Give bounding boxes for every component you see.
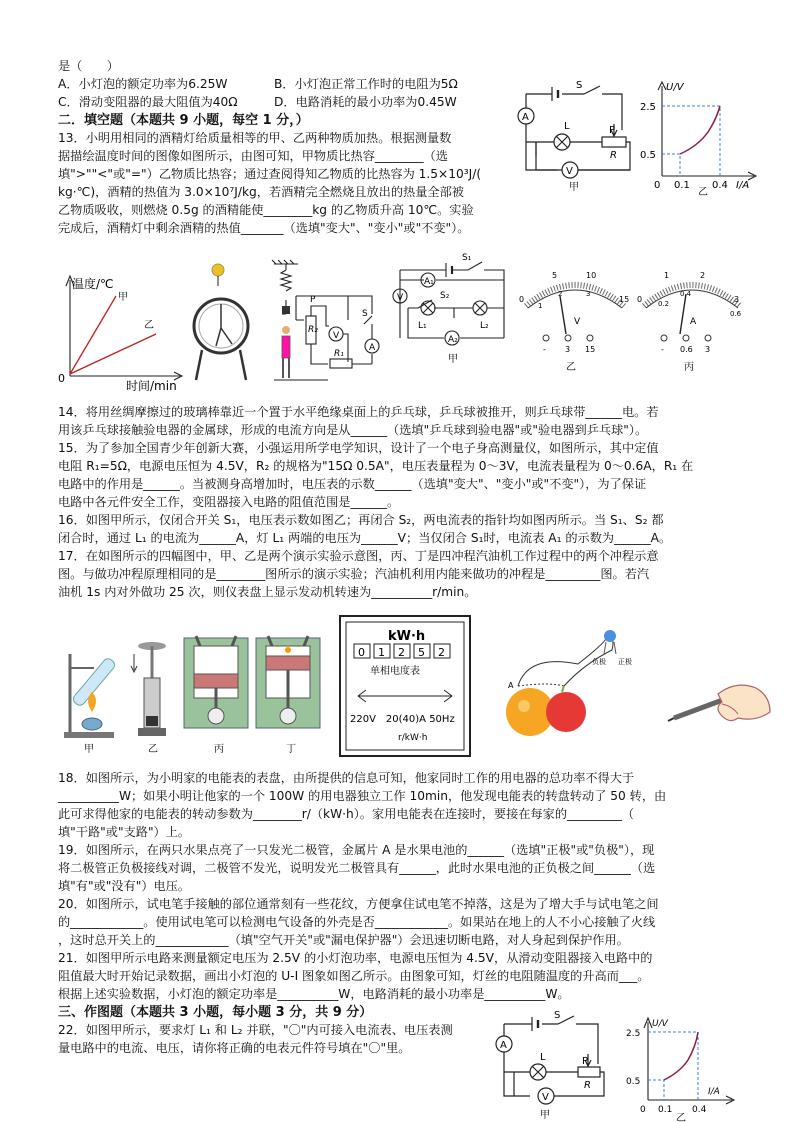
- svg-text:V: V: [542, 1092, 549, 1103]
- q18-line-3: 此可求得他家的电能表的转动参数为________r/（kW·h）。家用电能表在连接时，要接在每家的_________（: [58, 807, 635, 821]
- svg-text:P: P: [609, 125, 616, 136]
- svg-text:0.4: 0.4: [680, 290, 692, 298]
- q19-line-2: 将二极管正负极接线对调，二极管不发光，说明发光二极管具有______，此时水果电池的正负极之间______（选: [58, 861, 656, 875]
- fig-label-ding: 丁: [286, 744, 296, 754]
- graph2-i-0-1: 0.1: [658, 1105, 673, 1115]
- graph-u-2-5: 2.5: [640, 102, 656, 113]
- led-positive-label: 正极: [618, 658, 632, 666]
- meter-digit-3: 2: [398, 646, 405, 659]
- svg-text:-: -: [661, 345, 664, 354]
- svg-text:R₂: R₂: [308, 325, 318, 335]
- q16-ammeter-dial: [634, 264, 750, 372]
- time-axis-label: 时间/min: [126, 379, 177, 392]
- q19-line-3: 填"有"或"没有"）电压。: [58, 879, 191, 893]
- graph2-i-0-4: 0.4: [692, 1105, 707, 1115]
- q14-line-1: 14．将用丝绸摩擦过的玻璃棒靠近一个置于水平绝缘桌面上的乒乓球，乒乓球被推开，则乒乓球带______电。若: [58, 405, 659, 419]
- q12-option-b: B．小灯泡正常工作时的电阻为5Ω: [274, 77, 458, 91]
- label-jia-q22: 甲: [540, 1110, 550, 1121]
- svg-text:1: 1: [664, 271, 670, 280]
- q14-line-2: 用该乒乓球接触验电器的金属球，形成的电流方向是从______（选填"乒乓球到验电器"或"验电器到乒乓球"）。: [58, 423, 648, 437]
- svg-text:R: R: [610, 150, 617, 161]
- label-jia-q16: 甲: [448, 354, 458, 365]
- section2-title: 二．填空题（本题共 9 小题，每空 1 分，）: [58, 113, 309, 128]
- svg-text:V: V: [333, 331, 340, 341]
- svg-text:A₁: A₁: [424, 277, 434, 287]
- q12-ui-graph: [636, 76, 762, 196]
- q15-height-meter-circuit: [268, 258, 388, 388]
- svg-text:S₂: S₂: [440, 291, 450, 301]
- svg-text:0.6: 0.6: [680, 345, 693, 354]
- q12-option-d: D．电路消耗的最小功率为0.45W: [274, 95, 457, 109]
- series-yi: 乙: [144, 320, 154, 331]
- svg-text:A: A: [500, 1040, 507, 1051]
- graph2-u-axis: U/V: [652, 1019, 668, 1029]
- q18-line-4: 填"干路"或"支路"）上。: [58, 825, 191, 839]
- q17-line-2: 图。与做功冲程原理相同的是________图所示的演示实验；汽油机利用内能来做功的冲程是_________图。若汽: [58, 567, 650, 581]
- q21-line-3: 根据上述实验数据，小灯泡的额定功率是__________W，电路消耗的最小功率是__________W。: [58, 987, 570, 1001]
- svg-text:1: 1: [538, 302, 543, 310]
- q17-figure-bing: [180, 632, 252, 754]
- svg-text:0: 0: [637, 295, 643, 304]
- svg-text:A: A: [522, 112, 529, 123]
- svg-text:L₂: L₂: [480, 321, 489, 331]
- meter-unit: kW·h: [388, 629, 426, 644]
- svg-text:A: A: [369, 343, 376, 353]
- q21-line-1: 21．如图甲所示电路来测量额定电压为 2.5V 的小灯泡功率，电源电压恒为 4.5V，从滑动变阻器接入电路中的: [58, 951, 653, 965]
- svg-text:L₁: L₁: [418, 321, 427, 331]
- q17-figure-ding: [252, 632, 324, 754]
- q13-line-2: 据描绘温度时间的图像如图所示，由图可知，甲物质比热容________（选: [58, 149, 448, 163]
- label-jia: 甲: [569, 182, 579, 193]
- q18-electricity-meter: [338, 614, 472, 758]
- q20-line-3: ，这时总开关上的____________（填"空气开关"或"漏电保护器"）会迅速切断电路，对人身起到保护作用。: [58, 933, 629, 947]
- svg-text:10: 10: [586, 271, 597, 280]
- graph-i-0-4: 0.4: [712, 180, 728, 191]
- q15-line-1: 15．为了参加全国青少年创新大赛，小强运用所学电学知识，设计了一个电子身高测量仪，如图所示，其中定值: [58, 441, 659, 455]
- svg-text:R: R: [584, 1080, 591, 1091]
- q21-line-2: 阻值最大时开始记录数据，画出小灯泡的 U-I 图象如图乙所示。由图象可知，灯丝的电阻随温度的升高而___。: [58, 969, 650, 983]
- q15-line-4: 电路中各元件安全工作，变阻器接入电路的阻值范围是______。: [58, 495, 400, 509]
- svg-text:3: 3: [734, 295, 740, 304]
- svg-text:S: S: [554, 1010, 561, 1021]
- q13-line-5: 乙物质吸收，则燃烧 0.5g 的酒精能使________kg 的乙物质升高 10℃。实验: [58, 203, 474, 217]
- meter-digit-4: 5: [418, 646, 425, 659]
- q12-option-c: C．滑动变阻器的最大阻值为40Ω: [58, 95, 238, 109]
- svg-text:3: 3: [705, 345, 711, 354]
- meter-digit-2: 1: [378, 646, 385, 659]
- label-yi: 乙: [698, 187, 708, 196]
- q20-line-1: 20．如图所示，试电笔手接触的部位通常刻有一些花纹，方便拿住试电笔不掉落，这是为了增大手与试电笔之间: [58, 897, 659, 911]
- svg-text:S: S: [362, 309, 368, 319]
- graph2-zero: 0: [640, 1105, 646, 1115]
- q13-line-3: 填">""<"或"="）乙物质比热容；通过查阅得知乙物质的比热容为 1.5×10³J/(: [58, 167, 482, 181]
- svg-text:S₁: S₁: [462, 253, 472, 263]
- graph-u-axis: U/V: [666, 82, 684, 93]
- q19-line-1: 19．如图所示，在两只水果点亮了一只发光二极管，金属片 A 是水果电池的______（选填"正极"或"负极"），现: [58, 843, 655, 857]
- meter-spec: 220V 20(40)A 50Hz: [350, 714, 455, 725]
- svg-text:R₁: R₁: [334, 349, 344, 359]
- q20-test-pen-hand: [666, 678, 772, 748]
- q16-voltmeter-dial: [516, 264, 634, 372]
- q16-circuit-jia: [388, 250, 512, 392]
- svg-text:3: 3: [586, 290, 591, 298]
- q12-option-a: A．小灯泡的额定功率为6.25W: [58, 77, 228, 91]
- q17-line-3: 油机 1s 内对外做功 25 次，则仪表盘上显示发动机转速为__________r/min。: [58, 585, 477, 599]
- svg-text:V: V: [574, 317, 581, 327]
- q17-figure-jia: [54, 634, 126, 754]
- graph2-i-axis: I/A: [708, 1087, 720, 1097]
- q22-ui-graph: [622, 1014, 740, 1122]
- graph-zero: 0: [654, 180, 661, 191]
- section3-title: 三、作图题（本题共 3 小题，每小题 3 分，共 9 分）: [58, 1005, 373, 1020]
- graph2-u-0-5: 0.5: [626, 1077, 641, 1087]
- svg-text:V: V: [566, 166, 573, 177]
- svg-text:P: P: [582, 1056, 589, 1067]
- svg-text:5: 5: [552, 271, 558, 280]
- meter-name: 单相电度表: [370, 666, 420, 677]
- led-negative-label: 负极: [592, 658, 606, 666]
- svg-text:15: 15: [585, 345, 596, 354]
- graph-i-axis: I/A: [736, 180, 750, 191]
- svg-text:S: S: [576, 80, 583, 91]
- temp-axis-label: 温度/℃: [72, 277, 114, 291]
- q18-line-2: __________W；如果小明让他家的一个 100W 的用电器独立工作 10min，他发现电能表的转盘转动了 50 转，由: [58, 789, 667, 803]
- q13-line-4: kg·℃)，酒精的热值为 3.0×10⁷J/kg，若酒精完全燃烧且放出的热量全部被: [58, 185, 464, 199]
- svg-text:A: A: [690, 317, 697, 327]
- fig-label-bing: 丙: [214, 744, 224, 754]
- svg-text:15: 15: [619, 295, 630, 304]
- svg-text:0.6: 0.6: [730, 310, 742, 318]
- graph2-u-2-5: 2.5: [626, 1029, 641, 1039]
- q22-line-1: 22．如图甲所示，要求灯 L₁ 和 L₂ 并联，"〇"内可接入电流表、电压表测: [58, 1023, 453, 1037]
- label-yi-q16: 乙: [566, 362, 576, 372]
- svg-text:0.2: 0.2: [658, 300, 670, 308]
- svg-text:0: 0: [519, 295, 525, 304]
- q13-line-1: 13．小明用相同的酒精灯给质量相等的甲、乙两种物质加热。根据测量数: [58, 131, 452, 145]
- q22-circuit-figure: [484, 1010, 606, 1122]
- meter-rev-unit: r/kW·h: [398, 733, 428, 743]
- q17-line-1: 17．在如图所示的四幅图中，甲、乙是两个演示实验示意图，丙、丁是四冲程汽油机工作过程中的两个冲程示意: [58, 549, 659, 563]
- q19-fruit-battery: [488, 624, 642, 738]
- q12-stem-end: 是（ ）: [58, 59, 119, 73]
- label-bing-q16: 丙: [684, 362, 694, 372]
- meter-digit-1: 0: [358, 646, 365, 659]
- q16-line-2: 闭合时，通过 L₁ 的电流为______A，灯 L₁ 两端的电压为______V；当仅闭合 S₁时，电流表 A₁ 的示数为______A。: [58, 531, 672, 545]
- svg-text:2: 2: [558, 290, 563, 298]
- q12-circuit-figure: [512, 78, 632, 196]
- svg-text:V: V: [397, 293, 404, 303]
- temp-graph-origin: 0: [58, 372, 65, 385]
- q20-line-2: 的____________。使用试电笔可以检测电气设备的外壳是否____________。如果站在地上的人不小心接触了火线: [58, 915, 656, 929]
- svg-text:L: L: [540, 1052, 546, 1063]
- svg-text:A₂: A₂: [448, 335, 458, 345]
- q16-line-1: 16．如图甲所示，仅闭合开关 S₁，电压表示数如图乙；再闭合 S₂，两电流表的指针均如图丙所示。当 S₁、S₂ 都: [58, 513, 664, 527]
- series-jia: 甲: [118, 292, 128, 303]
- graph-i-0-1: 0.1: [674, 180, 690, 191]
- q18-line-1: 18．如图所示，为小明家的电能表的表盘，由所提供的信息可知，他家同时工作的用电器的总功率不得大于: [58, 771, 635, 785]
- svg-text:3: 3: [565, 345, 571, 354]
- q15-line-3: 电路中的作用是______。当被测身高增加时，电压表的示数______（选填"变大"、"变小"或"不变"），为了保证: [58, 477, 647, 491]
- q15-line-2: 电阻 R₁=5Ω，电源电压恒为 4.5V，R₂ 的规格为"15Ω 0.5A"，电压表量程为 0～3V，电流表量程为 0～0.6A，R₁ 在: [58, 459, 694, 473]
- metal-plate-a: A: [508, 681, 514, 690]
- fig-label-yi: 乙: [148, 744, 158, 754]
- meter-digit-5: 2: [438, 646, 445, 659]
- svg-text:L: L: [564, 121, 570, 132]
- q22-line-2: 量电路中的电流、电压，请你将正确的电表元件符号填在"〇"里。: [58, 1041, 411, 1055]
- svg-text:-: -: [543, 345, 546, 354]
- svg-text:P: P: [310, 295, 316, 305]
- svg-text:2: 2: [700, 271, 706, 280]
- q13-line-6: 完成后，酒精灯中剩余酒精的热值_______（选填"变大"、"变小"或"不变"）。: [58, 221, 470, 235]
- graph-u-0-5: 0.5: [640, 150, 656, 161]
- fig-label-jia: 甲: [84, 744, 94, 754]
- q17-figure-yi: [128, 634, 178, 754]
- q14-electroscope-figure: [188, 258, 262, 388]
- label-yi-q22: 乙: [676, 1113, 686, 1122]
- q13-temperature-graph: [56, 266, 188, 392]
